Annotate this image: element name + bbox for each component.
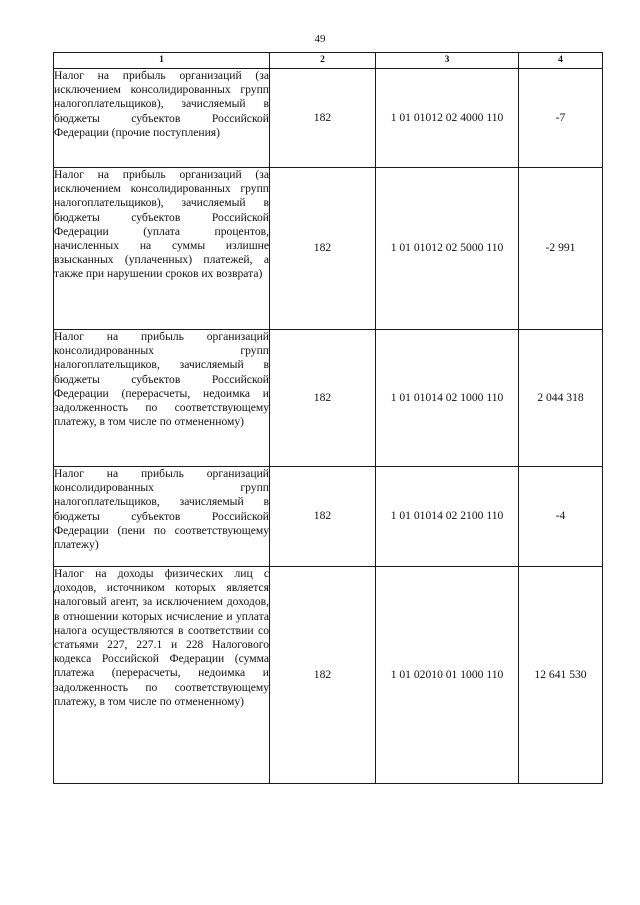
row-admin-code-cell: 182 bbox=[270, 330, 376, 467]
column-header-name: 1 bbox=[54, 53, 270, 69]
column-header-kbk: 3 bbox=[376, 53, 519, 69]
row-amount-cell: -7 bbox=[519, 69, 603, 168]
table-row bbox=[54, 330, 603, 467]
revenue-table bbox=[53, 52, 603, 784]
table-header-row bbox=[54, 53, 603, 69]
row-name-cell: Налог на прибыль организаций (за исключением консолидированных групп налогоплательщиков), зачисляемый в бюджеты субъектов Российской Федерации (уплата процентов, начисленных на суммы излишне взысканных (уплаченных) платежей, а также при нарушении сроков их возврата) bbox=[54, 168, 270, 330]
row-name-cell: Налог на прибыль организаций консолидированных групп налогоплательщиков, зачисляемый в бюджеты субъектов Российской Федерации (перерасчеты, недоимка и задолженность по соответствующему платежу, в том числе по отмененному) bbox=[54, 330, 270, 467]
row-admin-code-cell: 182 bbox=[270, 467, 376, 567]
row-amount-cell: 12 641 530 bbox=[519, 567, 603, 784]
row-kbk-cell: 1 01 02010 01 1000 110 bbox=[376, 567, 519, 784]
row-kbk-cell: 1 01 01012 02 5000 110 bbox=[376, 168, 519, 330]
row-amount-cell: -4 bbox=[519, 467, 603, 567]
row-kbk-cell: 1 01 01012 02 4000 110 bbox=[376, 69, 519, 168]
column-header-amount: 4 bbox=[519, 53, 603, 69]
column-header-admin-code: 2 bbox=[270, 53, 376, 69]
row-name-cell: Налог на прибыль организаций консолидированных групп налогоплательщиков, зачисляемый в бюджеты субъектов Российской Федерации (пени по соответствующему платежу) bbox=[54, 467, 270, 567]
table-row bbox=[54, 467, 603, 567]
row-name-cell: Налог на доходы физических лиц с доходов, источником которых является налоговый агент, за исключением доходов, в отношении которых исчисление и уплата налога осуществляются в соответствии со статьями 227, 227.1 и 228 Налогового кодекса Российской Федерации (сумма платежа (перерасчеты, недоимка и задолженность по соответствующему платежу, в том числе по отмененному) bbox=[54, 567, 270, 784]
row-name-cell: Налог на прибыль организаций (за исключением консолидированных групп налогоплательщиков), зачисляемый в бюджеты субъектов Российской Федерации (прочие поступления) bbox=[54, 69, 270, 168]
page-number: 49 bbox=[314, 33, 326, 45]
table-row bbox=[54, 69, 603, 168]
row-amount-cell: 2 044 318 bbox=[519, 330, 603, 467]
row-admin-code-cell: 182 bbox=[270, 69, 376, 168]
table-row bbox=[54, 567, 603, 784]
row-kbk-cell: 1 01 01014 02 2100 110 bbox=[376, 467, 519, 567]
table-row bbox=[54, 168, 603, 330]
row-amount-cell: -2 991 bbox=[519, 168, 603, 330]
row-kbk-cell: 1 01 01014 02 1000 110 bbox=[376, 330, 519, 467]
row-admin-code-cell: 182 bbox=[270, 567, 376, 784]
row-admin-code-cell: 182 bbox=[270, 168, 376, 330]
